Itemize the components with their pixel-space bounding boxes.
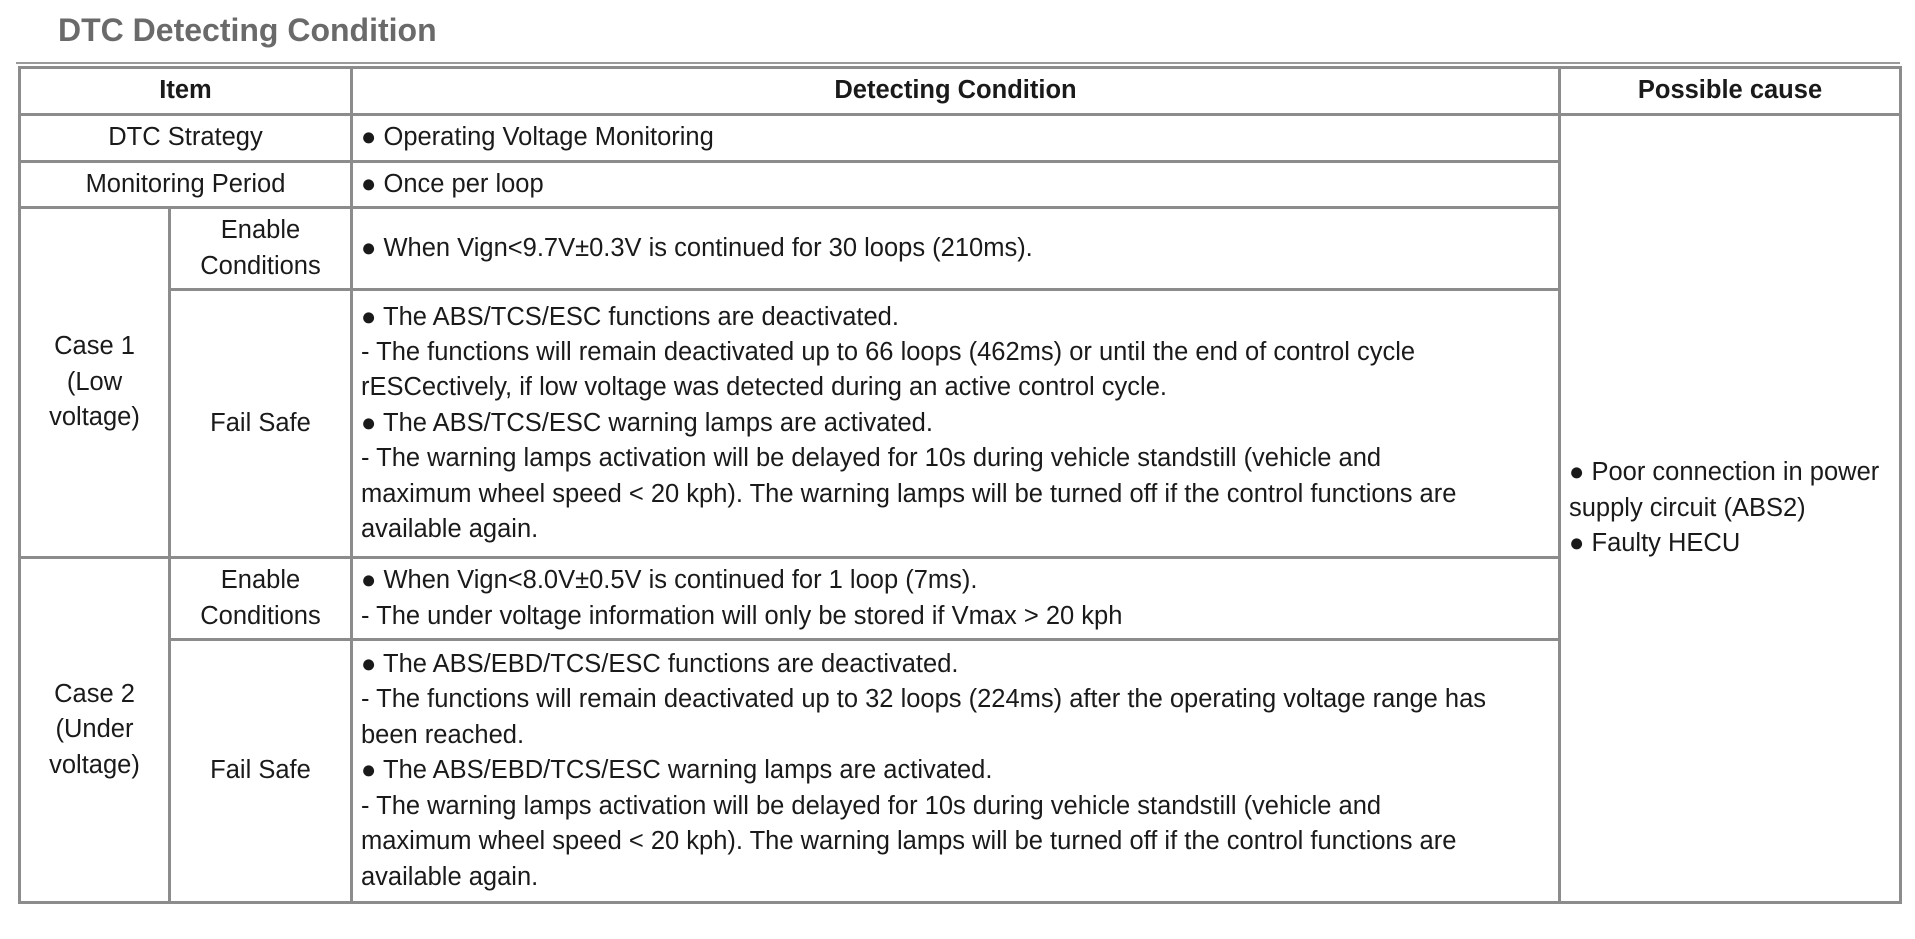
dtc-condition-table	[18, 66, 1902, 904]
condition-case1-failsafe	[352, 290, 1560, 558]
header-detecting-condition: Detecting Condition	[352, 68, 1560, 115]
item-dtc-strategy: DTC Strategy	[20, 115, 352, 162]
condition-line: rESCectively, if low voltage was detected during an active control cycle.	[361, 373, 1167, 402]
subitem-case2-enable-conditions	[170, 558, 352, 640]
condition-line: available again.	[361, 862, 539, 891]
title-divider	[16, 62, 1900, 64]
case-label-line: (Low	[66, 367, 123, 396]
subitem-case1-fail-safe: Fail Safe	[170, 290, 352, 558]
condition-case2-enable	[352, 558, 1560, 640]
table-row-dtc-strategy	[20, 115, 1901, 162]
cause-line: supply circuit (ABS2)	[1569, 493, 1806, 522]
item-monitoring-period: Monitoring Period	[20, 162, 352, 208]
condition-line: - The warning lamps activation will be delayed for 10s during vehicle standstill (vehicle and	[361, 791, 1382, 820]
page-title: DTC Detecting Condition	[58, 12, 437, 48]
case-label-line: Case 2	[54, 679, 135, 708]
possible-cause-cell	[1560, 115, 1901, 903]
header-item: Item	[20, 68, 352, 115]
condition-line: ● When Vign<9.7V±0.3V is continued for 30 loops (210ms).	[361, 233, 1033, 262]
condition-dtc-strategy	[352, 115, 1560, 162]
subitem-label-line: Enable	[220, 566, 301, 595]
case-label-line: (Under	[55, 715, 134, 744]
condition-line: ● The ABS/TCS/ESC warning lamps are activated.	[361, 408, 933, 437]
subitem-label-line: Enable	[220, 216, 301, 245]
condition-monitoring-period	[352, 162, 1560, 208]
item-case1-low-voltage	[20, 208, 170, 558]
condition-line: - The under voltage information will only be stored if Vmax > 20 kph	[361, 601, 1123, 630]
condition-line: maximum wheel speed < 20 kph). The warning lamps will be turned off if the control functions are	[361, 479, 1457, 508]
condition-line: available again.	[361, 515, 539, 544]
condition-line: ● When Vign<8.0V±0.5V is continued for 1 loop (7ms).	[361, 566, 978, 595]
subitem-case1-enable-conditions	[170, 208, 352, 290]
header-row	[20, 68, 1901, 115]
header-possible-cause: Possible cause	[1560, 68, 1901, 115]
subitem-label-line: Conditions	[200, 251, 321, 280]
case-label-line: voltage)	[49, 750, 140, 779]
condition-line: - The warning lamps activation will be delayed for 10s during vehicle standstill (vehicle and	[361, 444, 1382, 473]
case-label-line: Case 1	[54, 332, 135, 361]
condition-line: - The functions will remain deactivated up to 32 loops (224ms) after the operating voltage range has	[361, 685, 1487, 714]
condition-line: ● The ABS/TCS/ESC functions are deactivated.	[361, 302, 899, 331]
condition-line: ● Operating Voltage Monitoring	[361, 123, 714, 152]
subitem-case2-fail-safe: Fail Safe	[170, 640, 352, 903]
condition-case1-enable	[352, 208, 1560, 290]
condition-line: maximum wheel speed < 20 kph). The warning lamps will be turned off if the control functions are	[361, 827, 1457, 856]
condition-line: ● The ABS/EBD/TCS/ESC functions are deactivated.	[361, 650, 959, 679]
item-case2-under-voltage	[20, 558, 170, 903]
condition-line: been reached.	[361, 720, 525, 749]
condition-line: ● Once per loop	[361, 169, 544, 198]
cause-line: ● Poor connection in power	[1569, 458, 1880, 487]
subitem-label-line: Conditions	[200, 601, 321, 630]
condition-line: - The functions will remain deactivated up to 66 loops (462ms) or until the end of control cycle	[361, 337, 1416, 366]
case-label-line: voltage)	[49, 403, 140, 432]
condition-line: ● The ABS/EBD/TCS/ESC warning lamps are activated.	[361, 756, 993, 785]
condition-case2-failsafe	[352, 640, 1560, 903]
cause-line: ● Faulty HECU	[1569, 529, 1741, 558]
